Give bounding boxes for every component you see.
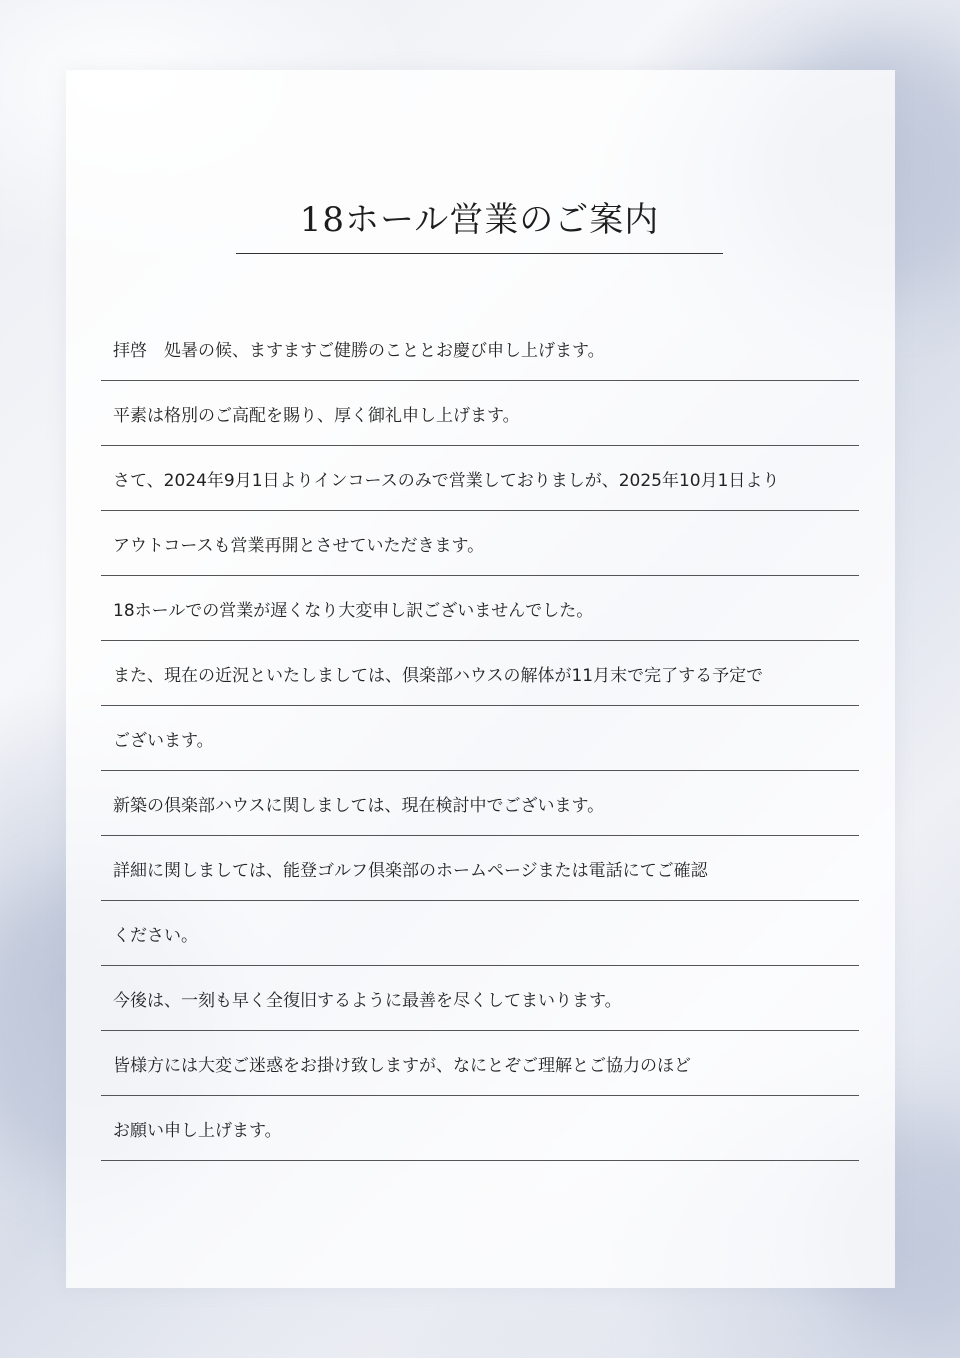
text-line: 拝啓 処暑の候、ますますご健勝のこととお慶び申し上げます。 [101, 316, 859, 381]
text-line: 新築の倶楽部ハウスに関しましては、現在検討中でございます。 [101, 771, 859, 836]
text-line: 18ホールでの営業が遅くなり大変申し訳ございませんでした。 [101, 576, 859, 641]
text-line: 今後は、一刻も早く全復旧するように最善を尽くしてまいります。 [101, 966, 859, 1031]
text-line: ください。 [101, 901, 859, 966]
text-line: 平素は格別のご高配を賜り、厚く御礼申し上げます。 [101, 381, 859, 446]
text-line: 詳細に関しましては、能登ゴルフ倶楽部のホームページまたは電話にてご確認 [101, 836, 859, 901]
title-underline [236, 195, 723, 254]
text-line: 皆様方には大変ご迷惑をお掛け致しますが、なにとぞご理解とご協力のほど [101, 1031, 859, 1096]
text-line: お願い申し上げます。 [101, 1096, 859, 1161]
text-line: さて、2024年9月1日よりインコースのみで営業しておりましが、2025年10月1日より [101, 446, 859, 511]
text-line: アウトコースも営業再開とさせていただきます。 [101, 511, 859, 576]
text-line: また、現在の近況といたしましては、倶楽部ハウスの解体が11月末で完了する予定で [101, 641, 859, 706]
text-line: ございます。 [101, 706, 859, 771]
document-title: 18ホール営業のご案内 [299, 200, 660, 240]
notice-body [101, 316, 859, 1161]
